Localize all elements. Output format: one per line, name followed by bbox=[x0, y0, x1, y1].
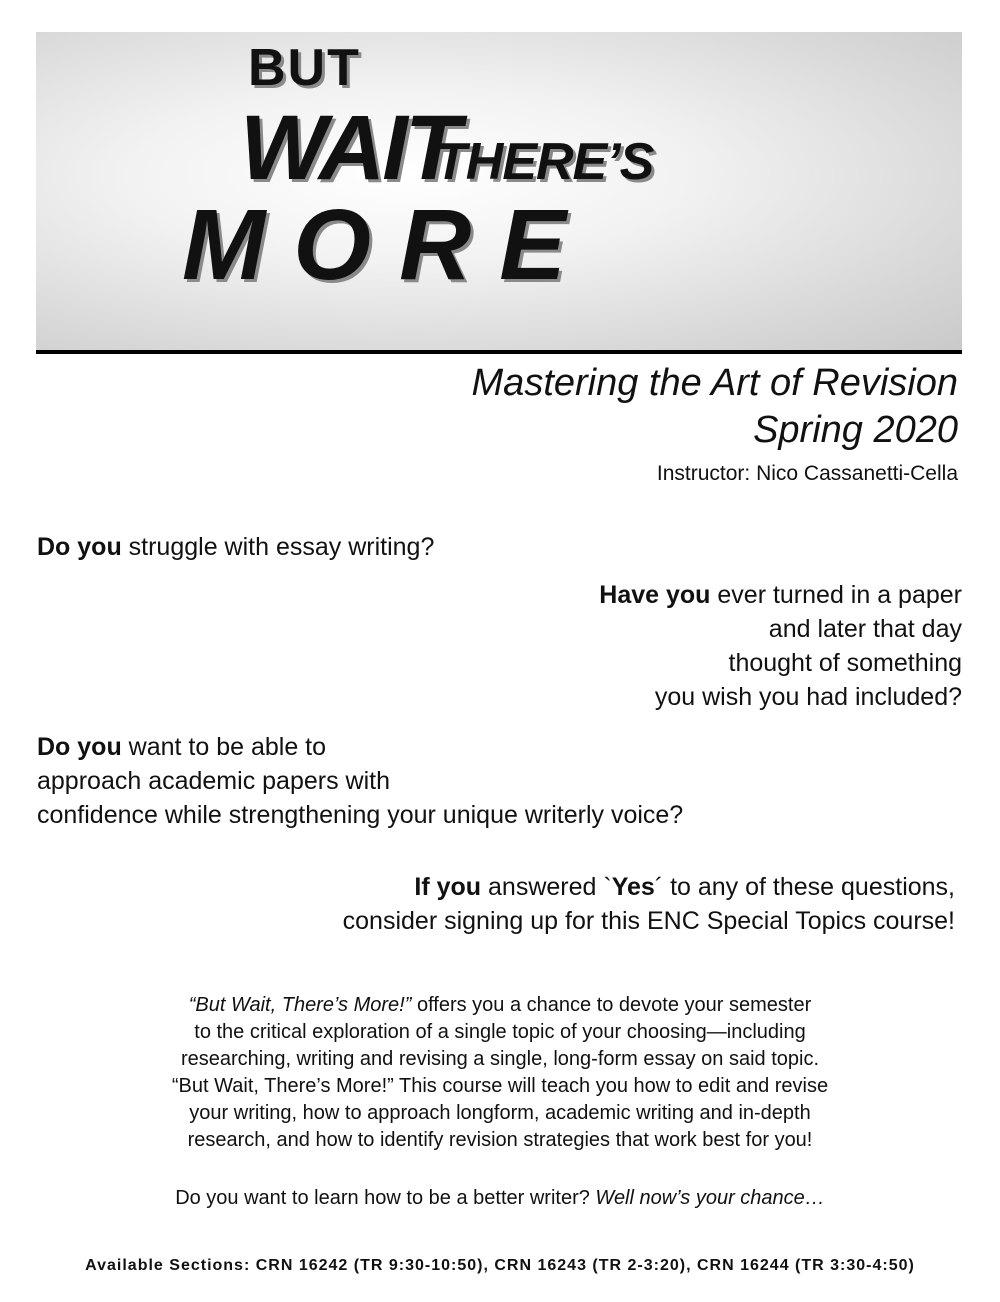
instructor-name: Instructor: Nico Cassanetti-Cella bbox=[656, 462, 958, 485]
question-1: Do you struggle with essay writing? bbox=[37, 533, 435, 561]
logo-wait: WAIT bbox=[240, 97, 458, 199]
logo-but: BUT bbox=[248, 39, 361, 97]
logo-theres: THERE’S bbox=[435, 133, 654, 191]
question-2: Have you ever turned in a paper and later that day thought of something you wish you had included? bbox=[599, 581, 962, 711]
course-description: “But Wait, There’s More!” offers you a chance to devote your semester to the critical exploration of a single topic of your choosing—including researching, writing and revising a single, long-form essay on said topic. “But Wait, There’s More!” This course will teach you how to edit and revise your writing, how to approach longform, academic writing and in-depth research, and how to identify revision strategies that work best for you! bbox=[171, 994, 829, 1151]
question-3: Do you want to be able to approach academic papers with confidence while strengthening your unique writerly voice? bbox=[37, 733, 684, 829]
question-4: If you answered `Yes´ to any of these questions, consider signing up for this ENC Special Topics course! bbox=[342, 873, 955, 935]
call-to-action: Do you want to learn how to be a better writer? Well now’s your chance… bbox=[175, 1187, 825, 1209]
logo-more: MORE bbox=[182, 189, 594, 301]
course-title: Mastering the Art of Revision bbox=[471, 362, 958, 404]
header-divider bbox=[36, 350, 962, 354]
available-sections: Available Sections: CRN 16242 (TR 9:30-10:50), CRN 16243 (TR 2-3:20), CRN 16244 (TR 3:30-4:50) bbox=[85, 1257, 915, 1274]
course-term: Spring 2020 bbox=[753, 409, 958, 451]
